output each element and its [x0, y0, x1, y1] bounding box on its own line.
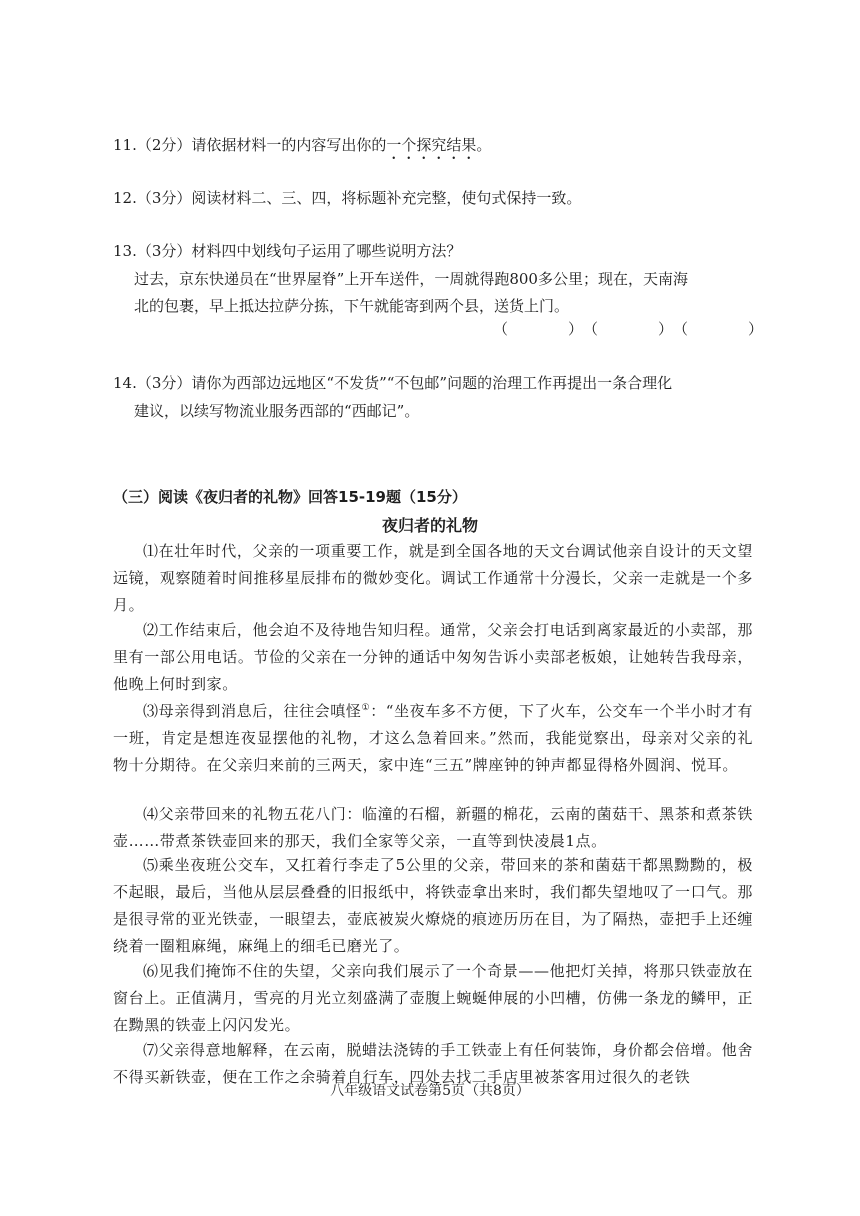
q11-prefix: 11.（2分）请依据材料一的内容写出你的	[113, 136, 387, 154]
answer-blank-1: （ ）	[493, 320, 584, 338]
paragraph-5: ⑸乘坐夜班公交车，又扛着行李走了5公里的父亲，带回来的茶和菌菇干都黑黝黝的，极不起眼，最后，当他从层层叠叠的旧报纸中，将铁壶拿出来时，我们都失望地叹了一口气。那是很寻常的亚光铁壶，一眼望去，壶底被炭火燎烧的痕迹历历在目，为了隔热，壶把手上还缠绕着一圈粗麻绳，麻绳上的细毛已磨光了。	[113, 856, 753, 955]
paragraph-6: ⑹见我们掩饰不住的失望，父亲向我们展示了一个奇景——他把灯关掉，将那只铁壶放在窗台上。正值满月，雪亮的月光立刻盛满了壶腹上蜿蜒伸展的小凹槽，仿佛一条龙的鳞甲，正在黝黑的铁壶上闪闪发光。	[113, 962, 753, 1034]
paragraph-1: ⑴在壮年时代，父亲的一项重要工作，就是到全国各地的天文台调试他亲自设计的天文望远镜，观察随着时间推移星辰排布的微妙变化。调试工作通常十分漫长，父亲一走就是一个多月。	[113, 542, 753, 614]
q11-suffix: 。	[476, 136, 492, 154]
paragraph-7: ⑺父亲得意地解释，在云南，脱蜡法浇铸的手工铁壶上有任何装饰，身价都会倍增。他舍不得买新铁壶，便在工作之余骑着自行车，四处去找二手店里被茶客用过很久的老铁	[113, 1041, 753, 1086]
q13-quote-line-2: 北的包裹，早上抵达拉萨分拣，下午就能寄到两个县，送货上门。	[134, 297, 570, 315]
question-14-line-1: 14.（3分）请你为西部边远地区“不发货”“不包邮”问题的治理工作再提出一条合理化	[113, 374, 673, 392]
paragraph-4: ⑷父亲带回来的礼物五花八门：临潼的石榴，新疆的棉花，云南的菌菇干、黑茶和煮茶铁壶……带煮茶铁壶回来的那天，我们全家等父亲，一直等到快凌晨1点。	[113, 805, 753, 850]
question-13: 13.（3分）材料四中划线句子运用了哪些说明方法？	[113, 242, 462, 260]
answer-blank-2: （ ）	[583, 320, 674, 338]
footnote-marker: ①	[361, 703, 371, 713]
paragraph-3	[113, 695, 753, 779]
q11-emphasis: 一个探究结果	[386, 136, 477, 154]
q13-quote-line-1: 过去，京东快递员在“世界屋脊”上开车送件，一周就得跑800多公里；现在，天南海	[134, 270, 688, 288]
page-footer: 八年级语文试卷第5页（共8页）	[330, 1083, 530, 1099]
question-11	[113, 131, 753, 163]
q13-answer-blanks	[493, 318, 763, 339]
answer-blank-3: （ ）	[673, 320, 764, 338]
question-14-line-2: 建议，以续写物流业服务西部的“西邮记”。	[134, 402, 420, 420]
p3-part-b: ：“坐夜车多不方便，下了火车，公交车一个半小时才有一班，肯定是想连夜显摆他的礼物，才这么急着回来。”然而，我能觉察出，母亲对父亲的礼物十分期待。在父亲归来前的三两天，家中连“三五”牌座钟的钟声都显得格外圆润、悦耳。	[113, 702, 754, 774]
question-12: 12.（3分）阅读材料二、三、四，将标题补充完整，使句式保持一致。	[113, 189, 582, 207]
p3-part-a: ⑶母亲得到消息后，往往会嗔怪	[143, 702, 362, 720]
section-heading: （三）阅读《夜归者的礼物》回答15-19题（15分）	[113, 488, 467, 506]
paragraph-2: ⑵工作结束后，他会迫不及待地告知归程。通常，父亲会打电话到离家最近的小卖部，那里有一部公用电话。节俭的父亲在一分钟的通话中匆匆告诉小卖部老板娘，让她转告我母亲，他晚上何时到家。	[113, 621, 753, 693]
article-title: 夜归者的礼物	[381, 516, 478, 535]
